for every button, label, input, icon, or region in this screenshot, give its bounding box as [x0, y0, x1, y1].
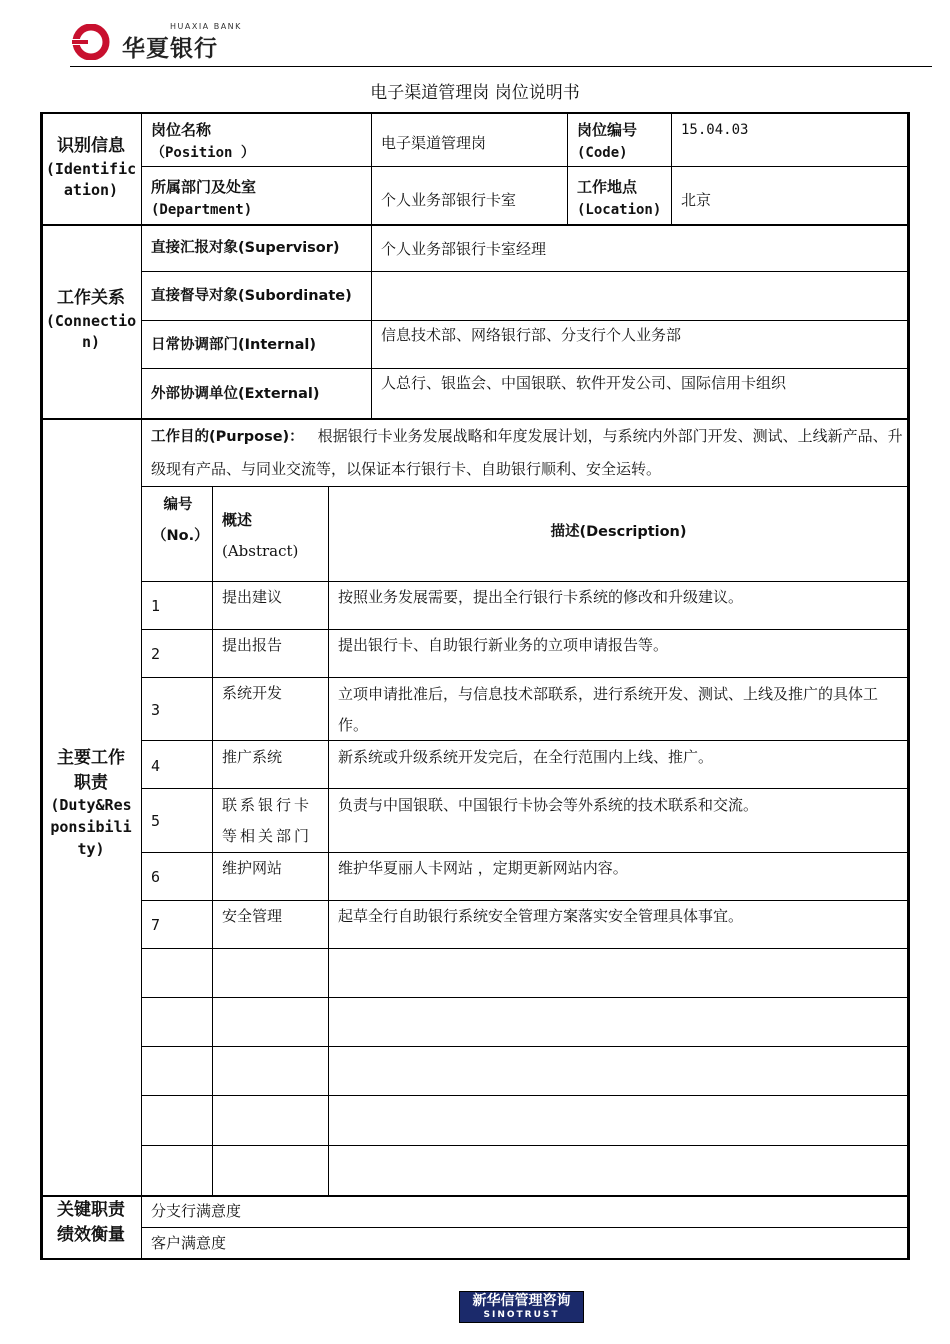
duty-abstract: 联系银行卡等相关部门: [222, 796, 313, 845]
bank-name-cn: 华夏银行: [122, 36, 218, 62]
external-label: 外部协调单位(External): [151, 386, 320, 402]
sinotrust-badge: [459, 1291, 584, 1323]
huaxia-logo-icon: [70, 24, 112, 60]
duty-no: 3: [151, 701, 161, 719]
supervisor-label: 直接汇报对象(Supervisor): [151, 240, 340, 256]
divider: [141, 113, 142, 1259]
divider: [142, 320, 908, 321]
purpose-label: 工作目的(Purpose)：: [151, 429, 304, 445]
duty-no: 6: [151, 868, 161, 886]
duty-abstract: 提出报告: [222, 636, 283, 654]
duty-abstract: 推广系统: [222, 748, 283, 766]
kpi-item: 分支行满意度: [151, 1202, 242, 1220]
section-connection-en: (Connection): [45, 311, 137, 352]
purpose: [151, 420, 905, 485]
header-divider: [70, 66, 932, 67]
department-value: 个人业务部银行卡室: [381, 191, 517, 209]
duty-abstract: 维护网站: [222, 859, 283, 877]
duty-no: 2: [151, 645, 161, 663]
duty-no: 1: [151, 597, 161, 615]
divider: [671, 113, 672, 225]
divider: [371, 113, 372, 419]
section-kpi: 关键职责绩效衡量: [57, 1200, 125, 1245]
duty-no: 7: [151, 916, 161, 934]
duty-no: 5: [151, 812, 161, 830]
section-connection-cn: 工作关系: [57, 288, 125, 308]
section-identification-cn: 识别信息: [57, 136, 125, 156]
divider: [142, 368, 908, 369]
section-connection: [44, 286, 138, 354]
col-header-description: 描述(Description): [550, 524, 687, 540]
internal-label: 日常协调部门(Internal): [151, 337, 316, 353]
divider: [142, 948, 908, 949]
divider: [142, 677, 908, 678]
supervisor-value: 个人业务部银行卡室经理: [381, 240, 547, 258]
duty-description: 按照业务发展需要，提出全行银行卡系统的修改和升级建议。: [338, 588, 744, 606]
divider: [142, 1046, 908, 1047]
duty-description: 提出银行卡、自助银行新业务的立项申请报告等。: [338, 636, 669, 654]
divider: [212, 486, 213, 1196]
divider: [142, 997, 908, 998]
section-duties: [50, 746, 132, 861]
section-identification-en: (Identification): [45, 159, 137, 200]
duty-description: 维护华夏丽人卡网站 ，定期更新网站内容。: [338, 859, 628, 877]
divider: [142, 271, 908, 272]
duty-no: 4: [151, 757, 161, 775]
col-header-no: 编号（No.）: [152, 497, 209, 544]
divider: [142, 166, 908, 167]
duty-description: 负责与中国银联、中国银行卡协会等外系统的技术联系和交流。: [338, 796, 759, 814]
badge-cn: 新华信管理咨询: [472, 1293, 571, 1309]
divider: [142, 900, 908, 901]
position-label: 岗位名称 （Position ）: [151, 121, 255, 161]
duty-description: 新系统或升级系统开发完后，在全行范围内上线、推广。: [338, 748, 714, 766]
divider: [40, 1195, 910, 1197]
duty-description: 立项申请批准后，与信息技术部联系，进行系统开发、测试、上线及推广的具体工作。: [338, 685, 879, 734]
duty-description: 起草全行自助银行系统安全管理方案落实安全管理具体事宜。: [338, 907, 744, 925]
bank-name-en: HUAXIA BANK: [170, 22, 242, 31]
section-duties-en: (Duty&Responsibility): [50, 796, 132, 858]
divider: [142, 1095, 908, 1096]
divider: [40, 224, 910, 226]
divider: [142, 1145, 908, 1146]
location-label: 工作地点 (Location): [577, 178, 662, 218]
internal-value: 信息技术部、网络银行部、分支行个人业务部: [381, 326, 682, 344]
subordinate-label: 直接督导对象(Subordinate): [151, 288, 352, 304]
external-value: 人总行、银监会、中国银联、软件开发公司、国际信用卡组织: [381, 374, 787, 392]
duty-abstract: 安全管理: [222, 907, 283, 925]
duty-abstract: 系统开发: [222, 684, 283, 702]
kpi-item: 客户满意度: [151, 1234, 227, 1252]
divider: [328, 486, 329, 1196]
divider: [142, 852, 908, 853]
code-value: 15.04.03: [681, 122, 749, 138]
code-label: 岗位编号 (Code): [577, 121, 638, 161]
divider: [142, 581, 908, 582]
col-header-abstract: 概述 (Abstract): [222, 511, 299, 560]
section-duties-cn: 主要工作职责: [57, 748, 125, 793]
purpose-text: 根据银行卡业务发展战略和年度发展计划，与系统内外部门开发、测试、上线新产品、升级现有产品、与同业交流等，以保证本行银行卡、自助银行顺利、安全运转。: [151, 427, 903, 478]
divider: [142, 629, 908, 630]
document-title: 电子渠道管理岗 岗位说明书: [370, 83, 580, 103]
section-identification: [44, 134, 138, 202]
position-value: 电子渠道管理岗: [381, 134, 487, 152]
divider: [142, 788, 908, 789]
divider: [142, 1227, 908, 1228]
divider: [142, 486, 908, 487]
badge-en: SINOTRUST: [483, 1310, 560, 1320]
divider: [567, 113, 568, 225]
location-value: 北京: [681, 191, 712, 209]
department-label: 所属部门及处室 (Department): [151, 178, 257, 218]
duty-abstract: 提出建议: [222, 588, 283, 606]
